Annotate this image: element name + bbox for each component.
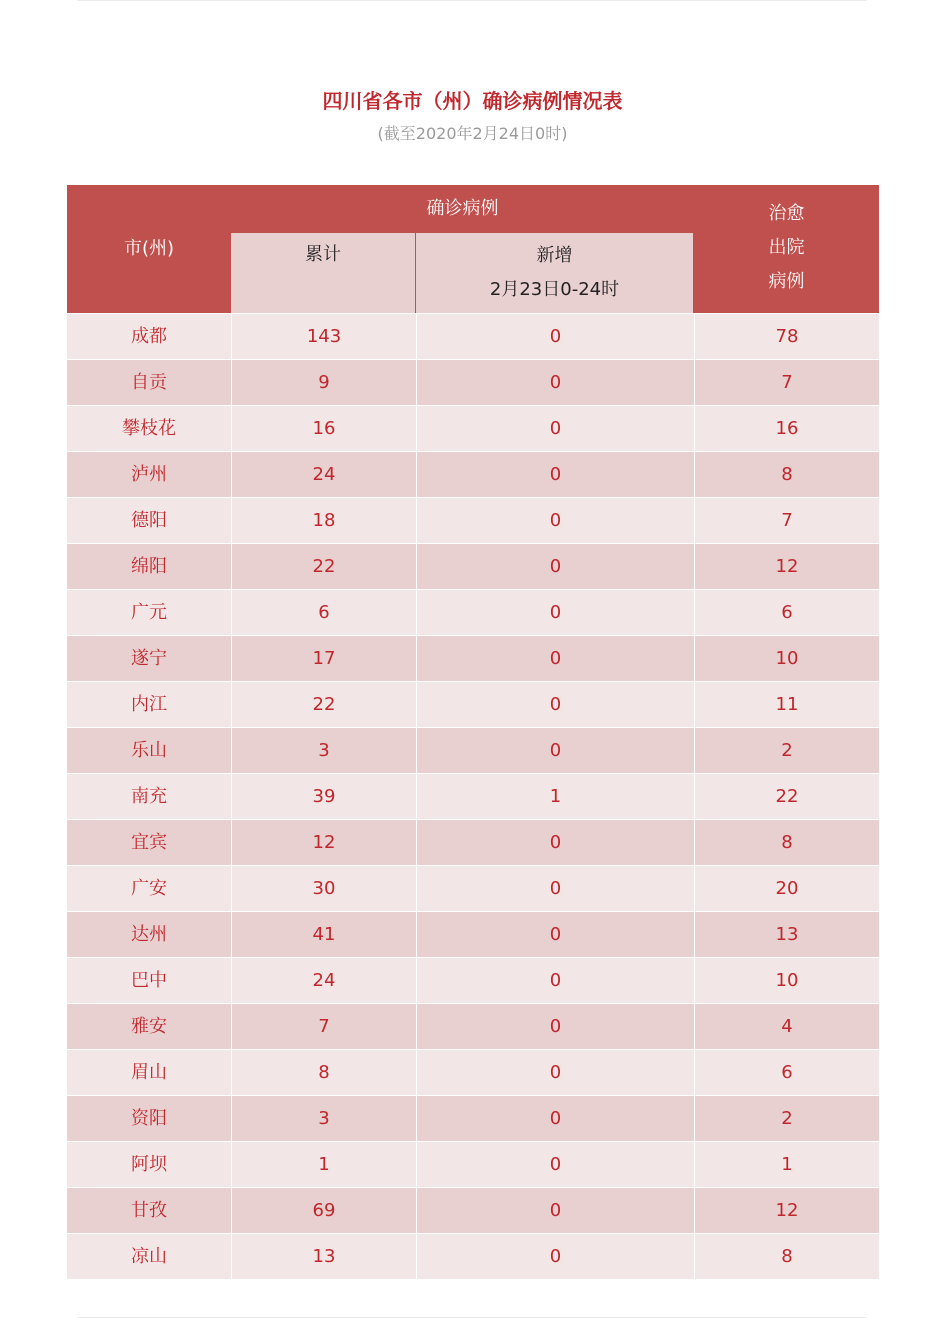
cell-new: 0	[417, 1234, 695, 1279]
cell-cured: 2	[781, 1108, 793, 1129]
cell-cured: 78	[775, 326, 799, 347]
cell-total: 69	[232, 1188, 417, 1233]
table-row	[67, 635, 879, 681]
cell-city: 攀枝花	[67, 406, 232, 451]
cell-new: 0	[417, 360, 695, 405]
table-row	[67, 911, 879, 957]
cell-city: 广安	[67, 866, 232, 911]
cell-city: 资阳	[67, 1096, 232, 1141]
table-row	[67, 497, 879, 543]
table-row	[67, 819, 879, 865]
cell-city: 眉山	[67, 1050, 232, 1095]
cell-city: 广元	[67, 590, 232, 635]
cell-city: 甘孜	[67, 1188, 232, 1233]
cell-new: 0	[417, 728, 695, 773]
top-divider	[77, 0, 867, 1]
cell-cured: 7	[781, 372, 793, 393]
cell-new: 0	[417, 314, 695, 359]
header-cured	[694, 185, 879, 313]
table-row	[67, 1095, 879, 1141]
cell-cured: 6	[781, 602, 793, 623]
table-row	[67, 313, 879, 359]
table-header	[67, 185, 879, 313]
cell-new: 0	[417, 820, 695, 865]
cell-total: 18	[232, 498, 417, 543]
cell-new: 0	[417, 590, 695, 635]
cell-city: 泸州	[67, 452, 232, 497]
table-row	[67, 405, 879, 451]
cell-new: 0	[417, 406, 695, 451]
cell-new: 0	[417, 636, 695, 681]
table-row	[67, 1233, 879, 1279]
cell-cured: 8	[781, 832, 793, 853]
cell-cured: 20	[775, 878, 799, 899]
cell-new: 0	[417, 498, 695, 543]
cell-total: 30	[232, 866, 417, 911]
table-row	[67, 1187, 879, 1233]
header-cured-line2: 出院	[768, 237, 805, 258]
header-cured-line1: 治愈	[768, 203, 805, 224]
cell-total: 16	[232, 406, 417, 451]
cell-total: 12	[232, 820, 417, 865]
cell-cured: 10	[775, 970, 799, 991]
cell-new: 0	[417, 1188, 695, 1233]
cell-cured: 4	[781, 1016, 793, 1037]
cell-new: 0	[417, 1004, 695, 1049]
cell-cured: 8	[781, 464, 793, 485]
cell-city: 宜宾	[67, 820, 232, 865]
table-row	[67, 543, 879, 589]
header-confirmed: 确诊病例	[426, 198, 499, 219]
table-row	[67, 589, 879, 635]
header-city: 市(州)	[123, 238, 175, 259]
cell-new: 0	[417, 1142, 695, 1187]
cell-city: 自贡	[67, 360, 232, 405]
cell-cured: 22	[775, 786, 799, 807]
cell-city: 德阳	[67, 498, 232, 543]
header-cured-line3: 病例	[768, 271, 805, 292]
cell-total: 24	[232, 958, 417, 1003]
cell-total: 13	[232, 1234, 417, 1279]
cell-city: 绵阳	[67, 544, 232, 589]
table-row	[67, 957, 879, 1003]
cell-total: 1	[232, 1142, 417, 1187]
cell-total: 6	[232, 590, 417, 635]
table-row	[67, 1141, 879, 1187]
header-new-date: 2月23日0-24时	[489, 279, 620, 300]
cell-city: 雅安	[67, 1004, 232, 1049]
cell-city: 内江	[67, 682, 232, 727]
page-title: 四川省各市（州）确诊病例情况表	[322, 89, 623, 113]
cell-cured: 6	[781, 1062, 793, 1083]
cell-new: 0	[417, 544, 695, 589]
table-row	[67, 727, 879, 773]
header-new-label: 新增	[536, 245, 573, 266]
table-row	[67, 359, 879, 405]
table-row	[67, 1049, 879, 1095]
cell-cured: 8	[781, 1246, 793, 1267]
table-row	[67, 451, 879, 497]
cell-city: 南充	[67, 774, 232, 819]
cell-city: 乐山	[67, 728, 232, 773]
cell-total: 9	[232, 360, 417, 405]
cell-new: 0	[417, 452, 695, 497]
cell-new: 0	[417, 682, 695, 727]
table-row	[67, 773, 879, 819]
cell-city: 遂宁	[67, 636, 232, 681]
cell-total: 7	[232, 1004, 417, 1049]
cell-city: 阿坝	[67, 1142, 232, 1187]
cell-cured: 2	[781, 740, 793, 761]
table-body	[67, 313, 879, 1279]
cell-cured: 13	[775, 924, 799, 945]
cell-total: 22	[232, 682, 417, 727]
cell-new: 0	[417, 958, 695, 1003]
cell-city: 达州	[67, 912, 232, 957]
cell-total: 8	[232, 1050, 417, 1095]
cell-total: 17	[232, 636, 417, 681]
cell-city: 凉山	[67, 1234, 232, 1279]
page-subtitle: (截至2020年2月24日0时)	[377, 124, 568, 143]
table-row	[67, 681, 879, 727]
cell-cured: 1	[781, 1154, 793, 1175]
cell-new: 0	[417, 866, 695, 911]
cell-total: 39	[232, 774, 417, 819]
cases-table	[67, 185, 879, 1279]
cell-total: 41	[232, 912, 417, 957]
table-row	[67, 865, 879, 911]
cell-city: 成都	[67, 314, 232, 359]
cell-total: 24	[232, 452, 417, 497]
cell-cured: 10	[775, 648, 799, 669]
header-total: 累计	[231, 233, 415, 313]
cell-total: 143	[232, 314, 417, 359]
cell-new: 0	[417, 1096, 695, 1141]
cell-cured: 16	[775, 418, 799, 439]
cell-new: 0	[417, 912, 695, 957]
cell-city: 巴中	[67, 958, 232, 1003]
cell-cured: 11	[775, 694, 799, 715]
cell-cured: 12	[775, 1200, 799, 1221]
header-new	[416, 233, 693, 313]
cell-total: 3	[232, 1096, 417, 1141]
cell-new: 1	[417, 774, 695, 819]
cell-total: 22	[232, 544, 417, 589]
cell-cured: 12	[775, 556, 799, 577]
cell-new: 0	[417, 1050, 695, 1095]
cell-total: 3	[232, 728, 417, 773]
bottom-divider	[77, 1317, 867, 1318]
table-row	[67, 1003, 879, 1049]
cell-cured: 7	[781, 510, 793, 531]
